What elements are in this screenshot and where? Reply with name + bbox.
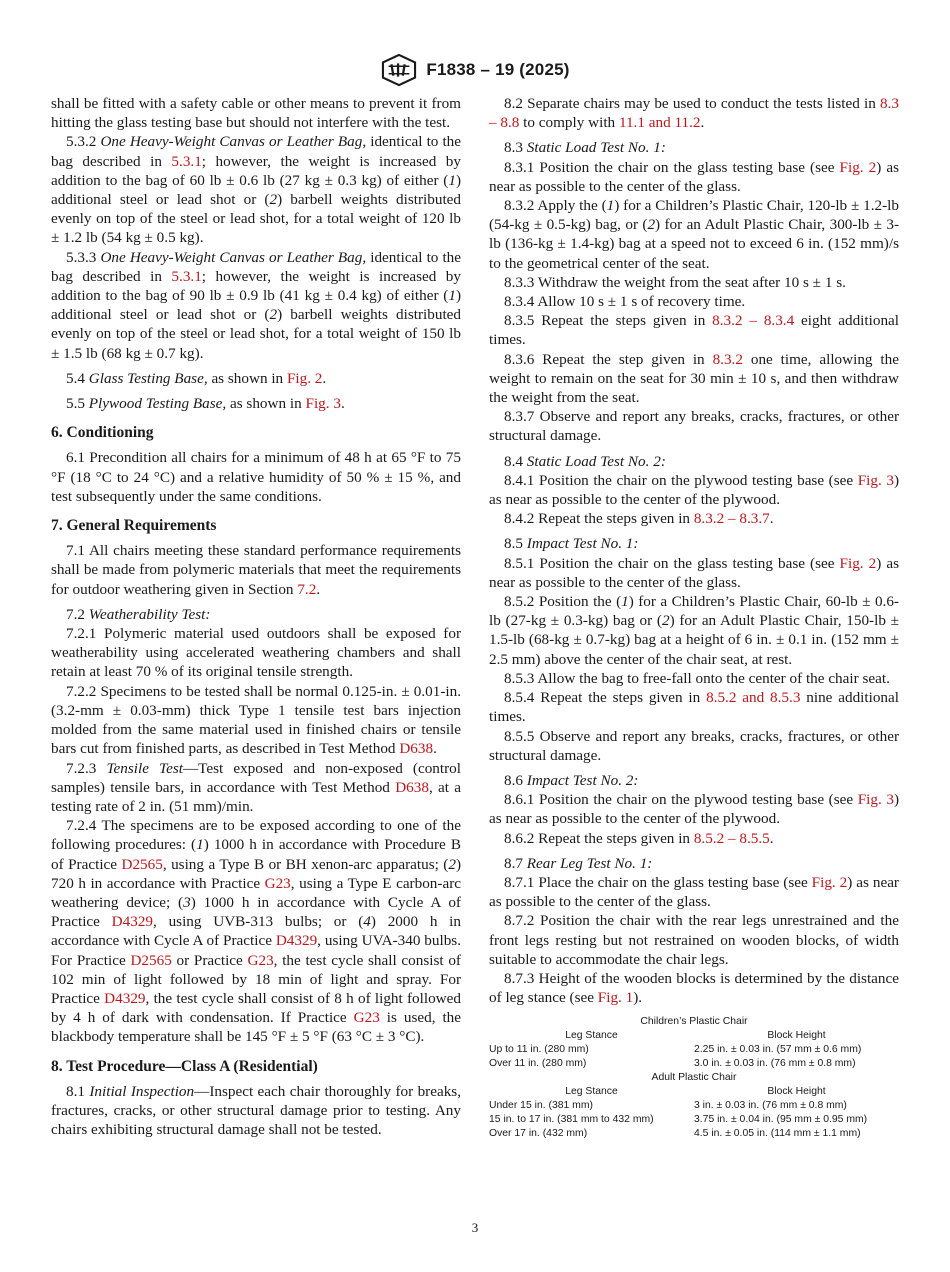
paragraph-8-7-3: 8.7.3 Height of the wooden blocks is determined by the distance of leg stance (see Fig. 1). [489, 969, 899, 1007]
section-heading: 8. Test Procedure—Class A (Residential) [51, 1057, 318, 1075]
block-height-table [489, 1015, 899, 1141]
table-cell: 2.25 in. ± 0.03 in. (57 mm ± 0.6 mm) [694, 1044, 862, 1056]
paragraph-8-6-2: 8.6.2 Repeat the steps given in 8.5.2 – 8.5.5. [504, 829, 774, 847]
table-row [489, 1099, 899, 1113]
section-link[interactable]: 8.3.2 – 8.3.7 [693, 510, 770, 528]
paragraph-8-5-2: 8.5.2 Position the (1) for a Children’s Plastic Chair, 60-lb ± 0.6-lb (27-kg ± 0.3-kg) bag or (2) for an Adult Plastic Chair, 150-lb ± 1.5-lb (68-kg ± 0.7-kg) bag at a height of 6 in. ± 0.1 in. (152 mm ± 2.5 mm) above the center of the chair seat, at rest. [489, 593, 899, 668]
table-cell: Over 11 in. (280 mm) [489, 1058, 587, 1070]
paragraph-8-5-3: 8.5.3 Allow the bag to free-fall onto the center of the chair seat. [504, 669, 890, 687]
figure-link[interactable]: Fig. 3 [857, 791, 894, 809]
document-title: F1838 – 19 (2025) [426, 60, 570, 79]
paragraph-8-5-1: 8.5.1 Position the chair on the glass testing base (see Fig. 2) as near as possible to the center of the glass. [489, 554, 899, 591]
page-header [0, 50, 950, 90]
section-heading: 7. General Requirements [51, 517, 217, 535]
paragraph-8-5: 8.5 Impact Test No. 1: [504, 535, 639, 553]
paragraph-8-6: 8.6 Impact Test No. 2: [504, 771, 639, 789]
column-header: Leg Stance [565, 1030, 618, 1042]
standard-link[interactable]: D2565 [130, 951, 172, 969]
section-link[interactable]: 5.3.1 [171, 152, 202, 170]
paragraph-5-3-2: 5.3.2 One Heavy-Weight Canvas or Leather Bag, identical to the bag described in 5.3.1; however, the weight is increased by addition to the bag of 60 lb ± 0.6 lb (27 kg ± 0.3 kg) of either (1) additional steel or lead shot or (2) barbell weights distributed evenly on top of the steel or lead shot, for a total weight of 120 lb ± 1.2 lb (54 kg ± 0.5 kg). [51, 133, 462, 247]
right-column [489, 94, 899, 1141]
table-row [489, 1043, 899, 1057]
table-cell: Up to 11 in. (280 mm) [489, 1044, 589, 1056]
table-cell: Over 17 in. (432 mm) [489, 1128, 588, 1140]
standard-link[interactable]: D4329 [275, 932, 318, 950]
section-link[interactable]: 8.3.2 – 8.3.4 [712, 312, 795, 330]
paragraph-8-3-1: 8.3.1 Position the chair on the glass testing base (see Fig. 2) as near as possible to the center of the glass. [489, 158, 899, 195]
section-link[interactable]: 8.3.2 [712, 350, 743, 368]
paragraph-8-4-1: 8.4.1 Position the chair on the plywood testing base (see Fig. 3) as near as possible to the center of the plywood. [489, 471, 899, 509]
paragraph-6-1: 6.1 Precondition all chairs for a minimum of 48 h at 65 °F to 75 °F (18 °C to 24 °C) and a relative humidity of 50 % ± 15 %, and test subsequently under the same conditions. [51, 449, 461, 505]
standard-link[interactable]: G23 [247, 951, 274, 969]
paragraph-5-5: 5.5 Plywood Testing Base, as shown in Fig. 3. [66, 395, 345, 413]
section-link[interactable]: 8.5.2 and 8.5.3 [706, 689, 801, 707]
paragraph-8-7-2: 8.7.2 Position the chair with the rear legs unrestrained and the front legs resting but not restrained on wooden blocks, of width suitable to accommodate the chair legs. [489, 912, 899, 968]
column-header: Block Height [767, 1030, 826, 1042]
astm-logo-icon [380, 53, 418, 87]
paragraph-5-4: 5.4 Glass Testing Base, as shown in Fig. 2. [66, 369, 327, 387]
column-header: Block Height [767, 1086, 826, 1098]
table-cell: 3.75 in. ± 0.04 in. (95 mm ± 0.95 mm) [694, 1114, 868, 1126]
paragraph-8-5-5: 8.5.5 Observe and report any breaks, cracks, fractures, or other structural damage. [489, 727, 899, 764]
paragraph-8-3-3: 8.3.3 Withdraw the weight from the seat after 10 s ± 1 s. [504, 273, 846, 291]
section-link[interactable]: 8.5.2 – 8.5.5 [693, 829, 770, 847]
table-caption: Children’s Plastic Chair [640, 1016, 748, 1028]
figure-link[interactable]: Fig. 2 [839, 158, 877, 176]
section-link[interactable]: 8.3 – 8.8 [489, 95, 899, 132]
paragraph-8-6-1: 8.6.1 Position the chair on the plywood testing base (see Fig. 3) as near as possible to the center of the plywood. [489, 791, 899, 828]
paragraph-8-4: 8.4 Static Load Test No. 2: [504, 452, 666, 470]
paragraph-8-1: 8.1 Initial Inspection—Inspect each chair thoroughly for breaks, fractures, cracks, or other structural damage prior to testing. Any chairs exhibiting structural damage shall not be tested. [51, 1082, 461, 1139]
paragraph-8-3-5: 8.3.5 Repeat the steps given in 8.3.2 – 8.3.4 eight additional times. [489, 312, 899, 349]
standard-link[interactable]: D638 [395, 778, 429, 796]
section-heading: 6. Conditioning [51, 424, 154, 442]
table-caption: Adult Plastic Chair [651, 1072, 737, 1084]
figure-link[interactable]: Fig. 2 [286, 369, 323, 387]
paragraph-7-2: 7.2 Weatherability Test: [66, 605, 211, 623]
paragraph-7-2-2: 7.2.2 Specimens to be tested shall be normal 0.125-in. ± 0.01-in. (3.2-mm ± 0.03-mm) thick Type 1 tensile test bars injection molded from the same material used in finished chairs or tensile bars cut from finished parts, as described in Test Method D638. [51, 682, 461, 758]
paragraph-8-3-6: 8.3.6 Repeat the step given in 8.3.2 one time, allowing the weight to remain on the seat for 30 min ± 10 s, and then withdraw the weight from the seat. [489, 350, 899, 407]
paragraph-8-5-4: 8.5.4 Repeat the steps given in 8.5.2 and 8.5.3 nine additional times. [489, 689, 899, 726]
paragraph-7-1: 7.1 All chairs meeting these standard performance requirements shall be made from polymeric materials that meet the requirements for outdoor weathering given in Section 7.2. [51, 542, 461, 598]
standard-link[interactable]: G23 [353, 1009, 380, 1027]
table-header-row [489, 1085, 899, 1099]
section-link[interactable]: 11.1 and 11.2 [618, 114, 701, 132]
section-link[interactable]: 7.2 [297, 580, 317, 598]
table-row [489, 1127, 899, 1141]
paragraph-8-3: 8.3 Static Load Test No. 1: [504, 139, 666, 157]
standard-link[interactable]: G23 [264, 874, 291, 892]
figure-link[interactable]: Fig. 2 [811, 873, 848, 891]
table-cell: Under 15 in. (381 mm) [489, 1100, 593, 1112]
paragraph-8-3-4: 8.3.4 Allow 10 s ± 1 s of recovery time. [504, 293, 746, 311]
left-column [51, 94, 461, 1139]
paragraph-5-3-3: 5.3.3 One Heavy-Weight Canvas or Leather Bag, identical to the bag described in 5.3.1; however, the weight is increased by addition to the bag of 90 lb ± 0.9 lb (41 kg ± 0.4 kg) of either (1) additional steel or lead shot or (2) barbell weights distributed evenly on top of the steel or lead shot, for a total weight of 150 lb ± 1.5 lb (68 kg ± 0.7 kg). [51, 248, 462, 362]
paragraph-8-3-7: 8.3.7 Observe and report any breaks, cracks, fractures, or other structural damage. [489, 408, 899, 445]
figure-link[interactable]: Fig. 3 [857, 471, 894, 489]
table-cell: 3 in. ± 0.03 in. (76 mm ± 0.8 mm) [694, 1100, 847, 1112]
paragraph-8-4-2: 8.4.2 Repeat the steps given in 8.3.2 – 8.3.7. [504, 510, 774, 528]
table-row [489, 1113, 899, 1127]
paragraph-8-3-2: 8.3.2 Apply the (1) for a Children’s Plastic Chair, 120-lb ± 1.2-lb (54-kg ± 0.5-kg) bag, or (2) for an Adult Plastic Chair, 300-lb ± 3-lb (136-kg ± 1.4-kg) bag at a speed not to exceed 6 in. (152 mm)/s to the geometrical center of the seat. [489, 197, 899, 272]
figure-link[interactable]: Fig. 2 [839, 554, 877, 572]
paragraph: shall be fitted with a safety cable or other means to prevent it from hitting the glass testing base but should not interfere with the test. [51, 95, 461, 132]
paragraph-8-7-1: 8.7.1 Place the chair on the glass testing base (see Fig. 2) as near as possible to the center of the glass. [489, 873, 899, 911]
section-link[interactable]: 5.3.1 [171, 267, 202, 285]
standard-link[interactable]: D2565 [121, 855, 163, 873]
table-cell: 4.5 in. ± 0.05 in. (114 mm ± 1.1 mm) [694, 1128, 861, 1140]
standard-link[interactable]: D638 [399, 740, 434, 758]
paragraph-7-2-4: 7.2.4 The specimens are to be exposed according to one of the following procedures: (1) 1000 h in accordance with Procedure B of Practice D2565, using a Type B or BH xenon-arc apparatus; (2) 720 h in accordance with Practice G23, using a Type E carbon-arc weathering device; (3) 1000 h in accordance with Cycle A of Practice D4329, using UVB-313 bulbs; or (4) 2000 h in accordance with Cycle A of Practice D4329, using UVA-340 bulbs. For Practice D2565 or Practice G23, the test cycle shall consist of 102 min of light followed by 18 min of light and spray. For Practice D4329, the test cycle shall consist of 8 h of light followed by 4 h of dark with condensation. If Practice G23 is used, the blackbody temperature shall be 145 °F ± 5 °F (63 °C ± 3 °C). [51, 817, 462, 1046]
figure-link[interactable]: Fig. 3 [305, 395, 341, 413]
page-number: 3 [471, 1220, 479, 1235]
standard-link[interactable]: D4329 [104, 989, 146, 1007]
paragraph-8-7: 8.7 Rear Leg Test No. 1: [504, 854, 653, 872]
standard-link[interactable]: D4329 [111, 913, 154, 931]
paragraph-7-2-1: 7.2.1 Polymeric material used outdoors shall be exposed for weatherability using accelerated weathering chambers and shall retain at least 70 % of its original tensile strength. [51, 625, 461, 681]
column-header: Leg Stance [565, 1086, 618, 1098]
table-cell: 3.0 in. ± 0.03 in. (76 mm ± 0.8 mm) [694, 1058, 856, 1070]
table-cell: 15 in. to 17 in. (381 mm to 432 mm) [489, 1114, 654, 1126]
paragraph-7-2-3: 7.2.3 Tensile Test—Test exposed and non-exposed (control samples) tensile bars, in accordance with Test Method D638, at a testing rate of 2 in. (51 mm)/min. [51, 759, 462, 815]
table-row [489, 1057, 899, 1071]
table-header-row [489, 1029, 899, 1043]
figure-link[interactable]: Fig. 1 [597, 989, 634, 1007]
paragraph-8-2: 8.2 Separate chairs may be used to conduct the tests listed in 8.3 – 8.8 to comply with 11.1 and 11.2. [489, 95, 899, 132]
